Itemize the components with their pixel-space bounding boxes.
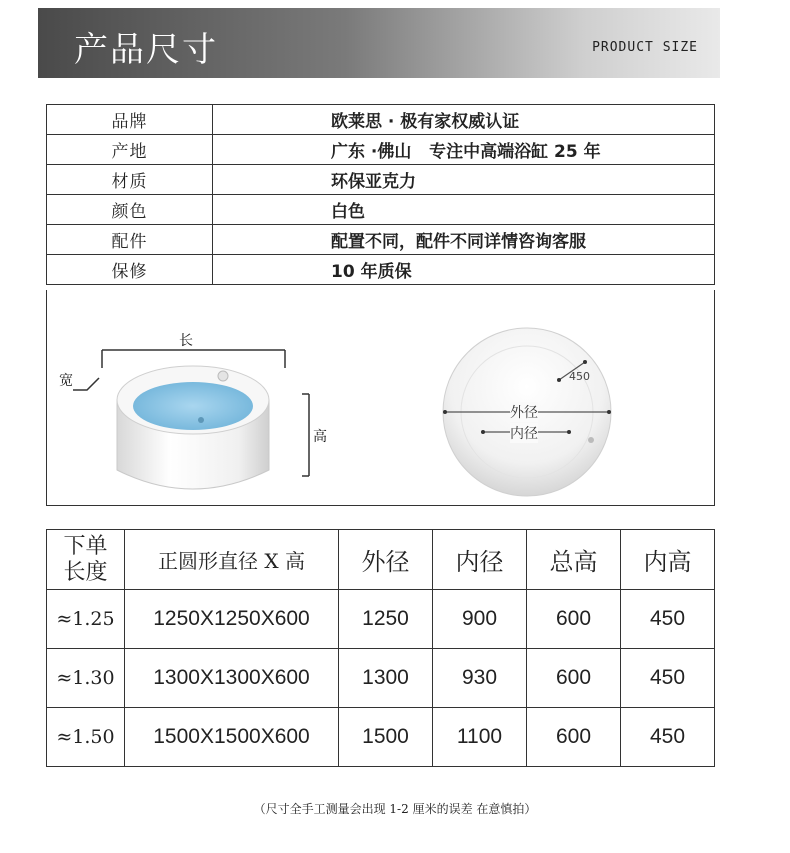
- info-label: 品牌: [47, 105, 213, 135]
- table-cell: 1100: [433, 708, 527, 767]
- col-header-dimensions: 正圆形直径 X 高: [125, 530, 339, 590]
- col-header-inner: 内径: [433, 530, 527, 590]
- info-label: 保修: [47, 255, 213, 285]
- header-banner: [38, 8, 720, 78]
- outer-diameter-label: 外径: [510, 402, 538, 422]
- table-cell: 1250: [339, 590, 433, 649]
- table-row: [47, 590, 715, 649]
- col-header-total-height: 总高: [527, 530, 621, 590]
- inner-diameter-label: 内径: [510, 423, 538, 443]
- table-cell: ≈1.30: [47, 649, 125, 708]
- table-cell: 1300: [339, 649, 433, 708]
- info-value: 配置不同，配件不同详情咨询客服: [213, 225, 715, 255]
- size-table: [46, 529, 715, 767]
- table-row: [47, 708, 715, 767]
- depth-label: 450: [569, 370, 590, 383]
- info-row-material: [47, 165, 715, 195]
- info-row-accessories: [47, 225, 715, 255]
- info-row-warranty: [47, 255, 715, 285]
- page-subtitle: PRODUCT SIZE: [592, 40, 698, 55]
- height-label: 高: [313, 429, 327, 445]
- table-cell: 600: [527, 708, 621, 767]
- info-row-origin: [47, 135, 715, 165]
- col-header-inner-height: 内高: [621, 530, 715, 590]
- table-cell: 450: [621, 708, 715, 767]
- length-label: 长: [179, 333, 193, 349]
- product-info-table: [46, 104, 715, 285]
- measurement-footnote: （尺寸全手工测量会出现 1-2 厘米的误差 在意慎拍）: [253, 802, 537, 816]
- table-cell: 1500X1500X600: [125, 708, 339, 767]
- dimension-diagram: [46, 290, 715, 506]
- info-value: 白色: [213, 195, 715, 225]
- table-cell: ≈1.50: [47, 708, 125, 767]
- info-value: 广东 ·佛山 专注中高端浴缸 25 年: [213, 135, 715, 165]
- info-label: 配件: [47, 225, 213, 255]
- table-row: [47, 649, 715, 708]
- table-cell: 600: [527, 649, 621, 708]
- table-cell: ≈1.25: [47, 590, 125, 649]
- table-cell: 450: [621, 649, 715, 708]
- info-row-color: [47, 195, 715, 225]
- info-label: 产地: [47, 135, 213, 165]
- width-label: 宽: [59, 373, 73, 389]
- info-label: 材质: [47, 165, 213, 195]
- col-header-outer: 外径: [339, 530, 433, 590]
- info-value: 欧莱思 · 极有家权威认证: [213, 105, 715, 135]
- info-value: 10 年质保: [213, 255, 715, 285]
- table-cell: 1500: [339, 708, 433, 767]
- table-cell: 1250X1250X600: [125, 590, 339, 649]
- info-label: 颜色: [47, 195, 213, 225]
- info-value: 环保亚克力: [213, 165, 715, 195]
- size-table-header: [47, 530, 715, 590]
- table-cell: 1300X1300X600: [125, 649, 339, 708]
- table-cell: 900: [433, 590, 527, 649]
- page-title: 产品尺寸: [74, 30, 218, 70]
- info-row-brand: [47, 105, 715, 135]
- col-header-order-length: 下单长度: [47, 530, 125, 590]
- table-cell: 450: [621, 590, 715, 649]
- table-cell: 930: [433, 649, 527, 708]
- tub-top-view: [47, 290, 716, 506]
- table-cell: 600: [527, 590, 621, 649]
